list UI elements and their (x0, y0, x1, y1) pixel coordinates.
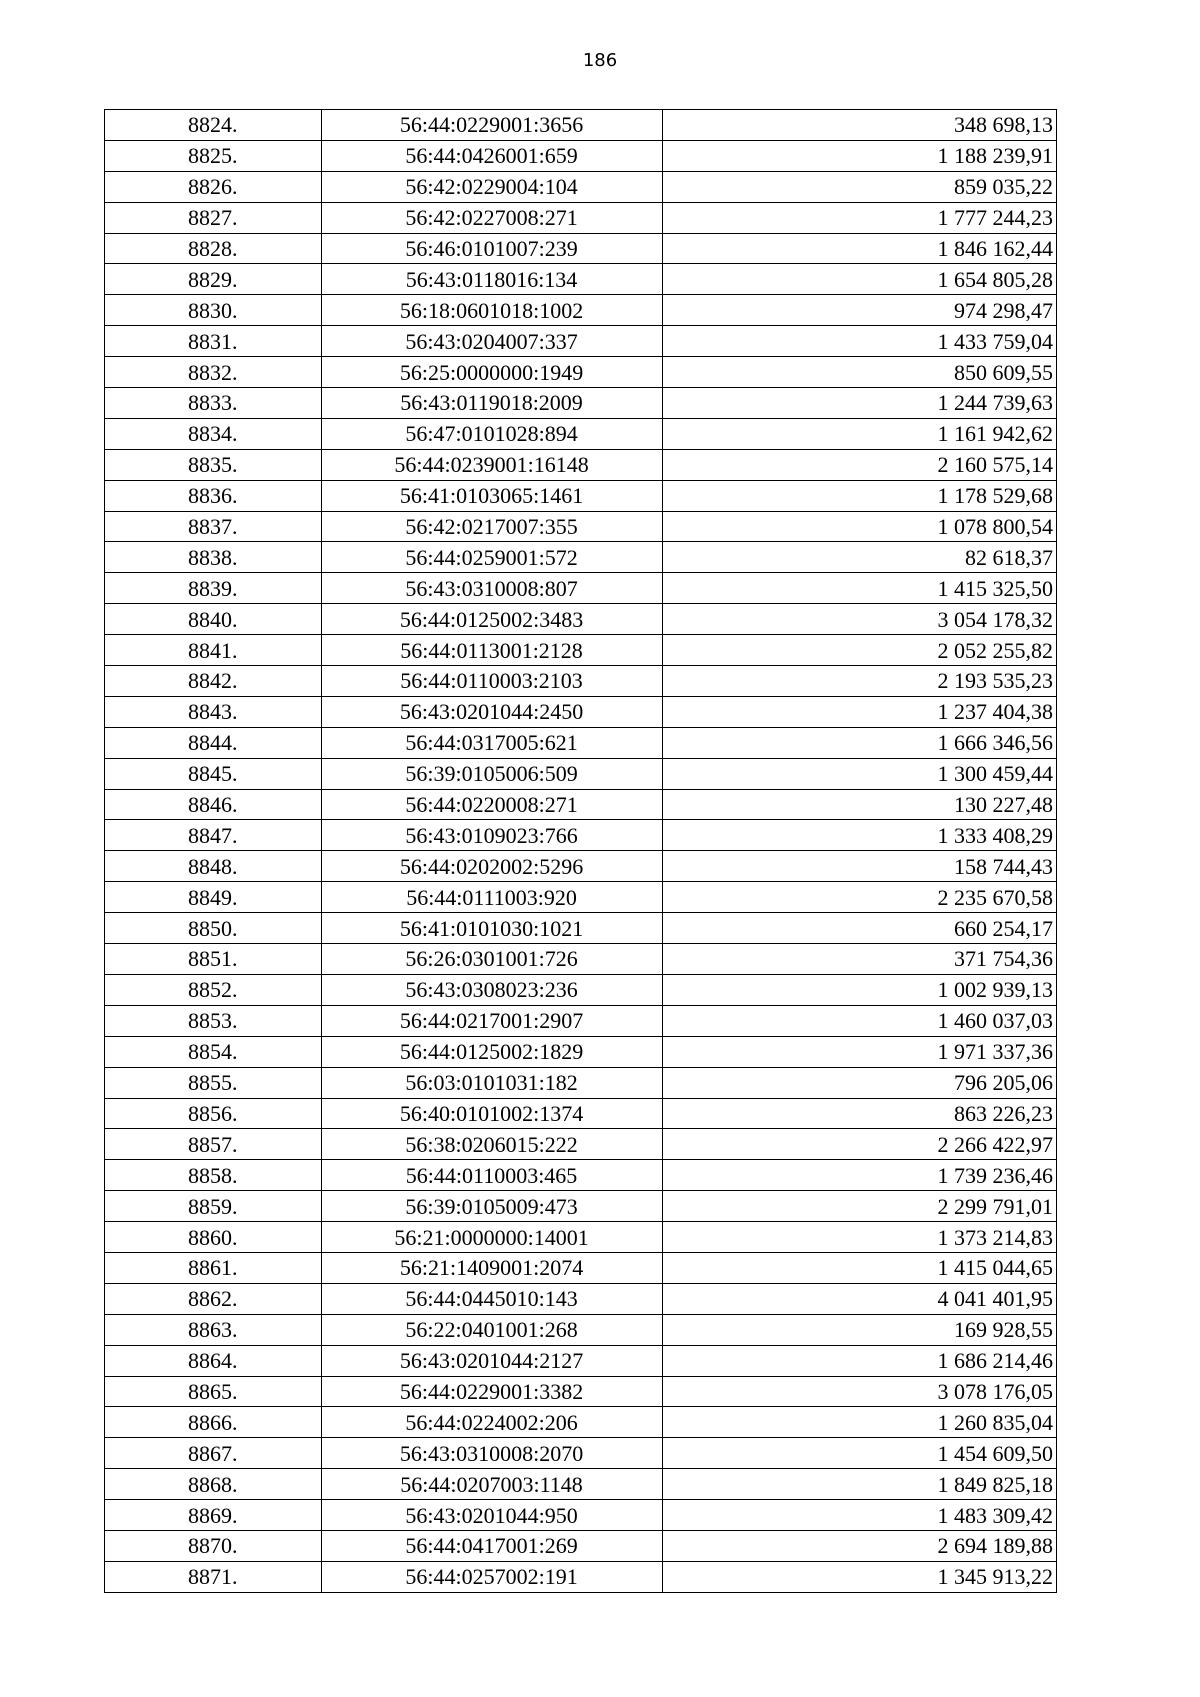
value-cell: 1 654 805,28 (662, 264, 1056, 295)
cadastral-number-cell: 56:03:0101031:182 (321, 1067, 662, 1098)
cadastral-number-cell: 56:44:0125002:3483 (321, 604, 662, 635)
value-cell: 1 345 913,22 (662, 1561, 1056, 1592)
value-cell: 4 041 401,95 (662, 1283, 1056, 1314)
table-row (105, 140, 1057, 171)
value-cell: 1 686 214,46 (662, 1345, 1056, 1376)
table-row (105, 1314, 1057, 1345)
value-cell: 1 460 037,03 (662, 1005, 1056, 1036)
table-row (105, 357, 1057, 388)
value-cell: 850 609,55 (662, 357, 1056, 388)
cadastral-number-cell: 56:40:0101002:1374 (321, 1098, 662, 1129)
cadastral-number-cell: 56:21:0000000:14001 (321, 1222, 662, 1253)
row-number-cell: 8860. (105, 1222, 322, 1253)
table-row (105, 1530, 1057, 1561)
value-cell: 1 454 609,50 (662, 1438, 1056, 1469)
row-number-cell: 8827. (105, 202, 322, 233)
cadastral-number-cell: 56:21:1409001:2074 (321, 1252, 662, 1283)
row-number-cell: 8850. (105, 913, 322, 944)
value-cell: 371 754,36 (662, 944, 1056, 975)
value-cell: 1 483 309,42 (662, 1500, 1056, 1531)
row-number-cell: 8862. (105, 1283, 322, 1314)
row-number-cell: 8839. (105, 573, 322, 604)
row-number-cell: 8846. (105, 789, 322, 820)
row-number-cell: 8826. (105, 171, 322, 202)
row-number-cell: 8868. (105, 1469, 322, 1500)
value-cell: 1 260 835,04 (662, 1407, 1056, 1438)
row-number-cell: 8869. (105, 1500, 322, 1531)
cadastral-number-cell: 56:22:0401001:268 (321, 1314, 662, 1345)
table-row (105, 1561, 1057, 1592)
cadastral-number-cell: 56:43:0118016:134 (321, 264, 662, 295)
row-number-cell: 8833. (105, 388, 322, 419)
row-number-cell: 8845. (105, 758, 322, 789)
cadastral-number-cell: 56:42:0227008:271 (321, 202, 662, 233)
table-row (105, 913, 1057, 944)
cadastral-number-cell: 56:44:0426001:659 (321, 140, 662, 171)
row-number-cell: 8863. (105, 1314, 322, 1345)
table-row (105, 573, 1057, 604)
cadastral-number-cell: 56:43:0310008:807 (321, 573, 662, 604)
value-cell: 1 415 044,65 (662, 1252, 1056, 1283)
cadastral-number-cell: 56:43:0204007:337 (321, 326, 662, 357)
table-row (105, 851, 1057, 882)
cadastral-number-cell: 56:44:0229001:3656 (321, 110, 662, 141)
row-number-cell: 8864. (105, 1345, 322, 1376)
cadastral-number-cell: 56:44:0110003:465 (321, 1160, 662, 1191)
row-number-cell: 8830. (105, 295, 322, 326)
table-row (105, 233, 1057, 264)
row-number-cell: 8871. (105, 1561, 322, 1592)
table-row (105, 758, 1057, 789)
cadastral-number-cell: 56:44:0125002:1829 (321, 1036, 662, 1067)
table-row (105, 882, 1057, 913)
row-number-cell: 8847. (105, 820, 322, 851)
table-row (105, 388, 1057, 419)
cadastral-number-cell: 56:44:0239001:16148 (321, 449, 662, 480)
table-row (105, 449, 1057, 480)
row-number-cell: 8859. (105, 1191, 322, 1222)
table-row (105, 171, 1057, 202)
cadastral-number-cell: 56:41:0101030:1021 (321, 913, 662, 944)
table-row (105, 1129, 1057, 1160)
row-number-cell: 8825. (105, 140, 322, 171)
value-cell: 1 739 236,46 (662, 1160, 1056, 1191)
table-row (105, 1067, 1057, 1098)
row-number-cell: 8855. (105, 1067, 322, 1098)
cadastral-number-cell: 56:39:0105009:473 (321, 1191, 662, 1222)
table-row (105, 1252, 1057, 1283)
row-number-cell: 8857. (105, 1129, 322, 1160)
cadastral-number-cell: 56:43:0201044:950 (321, 1500, 662, 1531)
row-number-cell: 8837. (105, 511, 322, 542)
row-number-cell: 8840. (105, 604, 322, 635)
row-number-cell: 8829. (105, 264, 322, 295)
table-row (105, 1376, 1057, 1407)
row-number-cell: 8861. (105, 1252, 322, 1283)
value-cell: 1 161 942,62 (662, 418, 1056, 449)
table-row (105, 264, 1057, 295)
value-cell: 1 188 239,91 (662, 140, 1056, 171)
cadastral-number-cell: 56:26:0301001:726 (321, 944, 662, 975)
value-cell: 974 298,47 (662, 295, 1056, 326)
value-cell: 796 205,06 (662, 1067, 1056, 1098)
value-cell: 169 928,55 (662, 1314, 1056, 1345)
cadastral-number-cell: 56:41:0103065:1461 (321, 480, 662, 511)
value-cell: 1 777 244,23 (662, 202, 1056, 233)
table-row (105, 1469, 1057, 1500)
table-row (105, 511, 1057, 542)
value-cell: 2 266 422,97 (662, 1129, 1056, 1160)
value-cell: 1 433 759,04 (662, 326, 1056, 357)
table-row (105, 974, 1057, 1005)
value-cell: 1 333 408,29 (662, 820, 1056, 851)
value-cell: 2 299 791,01 (662, 1191, 1056, 1222)
cadastral-number-cell: 56:42:0229004:104 (321, 171, 662, 202)
cadastral-number-cell: 56:44:0220008:271 (321, 789, 662, 820)
row-number-cell: 8842. (105, 666, 322, 697)
value-cell: 1 178 529,68 (662, 480, 1056, 511)
row-number-cell: 8865. (105, 1376, 322, 1407)
row-number-cell: 8824. (105, 110, 322, 141)
value-cell: 1 373 214,83 (662, 1222, 1056, 1253)
value-cell: 1 002 939,13 (662, 974, 1056, 1005)
cadastral-number-cell: 56:42:0217007:355 (321, 511, 662, 542)
cadastral-number-cell: 56:44:0257002:191 (321, 1561, 662, 1592)
table-row (105, 418, 1057, 449)
cadastral-number-cell: 56:44:0259001:572 (321, 542, 662, 573)
cadastral-number-cell: 56:18:0601018:1002 (321, 295, 662, 326)
value-cell: 2 694 189,88 (662, 1530, 1056, 1561)
value-cell: 863 226,23 (662, 1098, 1056, 1129)
row-number-cell: 8843. (105, 696, 322, 727)
cadastral-number-cell: 56:46:0101007:239 (321, 233, 662, 264)
table-row (105, 1191, 1057, 1222)
table-row (105, 944, 1057, 975)
table-row (105, 1222, 1057, 1253)
table-row (105, 295, 1057, 326)
data-table (104, 109, 1057, 1593)
value-cell: 130 227,48 (662, 789, 1056, 820)
row-number-cell: 8867. (105, 1438, 322, 1469)
value-cell: 3 054 178,32 (662, 604, 1056, 635)
row-number-cell: 8851. (105, 944, 322, 975)
value-cell: 2 052 255,82 (662, 635, 1056, 666)
table-row (105, 1098, 1057, 1129)
cadastral-number-cell: 56:44:0202002:5296 (321, 851, 662, 882)
table-row (105, 635, 1057, 666)
cadastral-number-cell: 56:43:0119018:2009 (321, 388, 662, 419)
value-cell: 1 300 459,44 (662, 758, 1056, 789)
row-number-cell: 8852. (105, 974, 322, 1005)
cadastral-number-cell: 56:44:0445010:143 (321, 1283, 662, 1314)
value-cell: 1 415 325,50 (662, 573, 1056, 604)
cadastral-number-cell: 56:39:0105006:509 (321, 758, 662, 789)
table-row (105, 1036, 1057, 1067)
value-cell: 1 971 337,36 (662, 1036, 1056, 1067)
cadastral-number-cell: 56:44:0224002:206 (321, 1407, 662, 1438)
cadastral-number-cell: 56:44:0113001:2128 (321, 635, 662, 666)
row-number-cell: 8836. (105, 480, 322, 511)
row-number-cell: 8844. (105, 727, 322, 758)
table-row (105, 727, 1057, 758)
cadastral-number-cell: 56:43:0308023:236 (321, 974, 662, 1005)
cadastral-number-cell: 56:25:0000000:1949 (321, 357, 662, 388)
page-number: 186 (582, 50, 618, 71)
value-cell: 2 235 670,58 (662, 882, 1056, 913)
cadastral-number-cell: 56:44:0110003:2103 (321, 666, 662, 697)
row-number-cell: 8870. (105, 1530, 322, 1561)
table-row (105, 696, 1057, 727)
row-number-cell: 8849. (105, 882, 322, 913)
value-cell: 1 846 162,44 (662, 233, 1056, 264)
table-row (105, 1407, 1057, 1438)
value-cell: 1 666 346,56 (662, 727, 1056, 758)
value-cell: 2 160 575,14 (662, 449, 1056, 480)
cadastral-number-cell: 56:44:0207003:1148 (321, 1469, 662, 1500)
cadastral-number-cell: 56:44:0217001:2907 (321, 1005, 662, 1036)
table-row (105, 1500, 1057, 1531)
cadastral-number-cell: 56:43:0310008:2070 (321, 1438, 662, 1469)
row-number-cell: 8848. (105, 851, 322, 882)
table-row (105, 789, 1057, 820)
table-row (105, 202, 1057, 233)
table-row (105, 1005, 1057, 1036)
row-number-cell: 8831. (105, 326, 322, 357)
value-cell: 660 254,17 (662, 913, 1056, 944)
table-row (105, 604, 1057, 635)
value-cell: 3 078 176,05 (662, 1376, 1056, 1407)
row-number-cell: 8832. (105, 357, 322, 388)
row-number-cell: 8841. (105, 635, 322, 666)
table-row (105, 1283, 1057, 1314)
cadastral-number-cell: 56:43:0201044:2127 (321, 1345, 662, 1376)
value-cell: 1 078 800,54 (662, 511, 1056, 542)
table-row (105, 110, 1057, 141)
table-row (105, 820, 1057, 851)
cadastral-number-cell: 56:47:0101028:894 (321, 418, 662, 449)
table-row (105, 1438, 1057, 1469)
row-number-cell: 8858. (105, 1160, 322, 1191)
table-row (105, 542, 1057, 573)
cadastral-number-cell: 56:44:0111003:920 (321, 882, 662, 913)
cadastral-number-cell: 56:43:0201044:2450 (321, 696, 662, 727)
table-row (105, 1345, 1057, 1376)
table-row (105, 480, 1057, 511)
table-row (105, 326, 1057, 357)
row-number-cell: 8866. (105, 1407, 322, 1438)
value-cell: 2 193 535,23 (662, 666, 1056, 697)
value-cell: 859 035,22 (662, 171, 1056, 202)
cadastral-number-cell: 56:38:0206015:222 (321, 1129, 662, 1160)
cadastral-number-cell: 56:44:0229001:3382 (321, 1376, 662, 1407)
value-cell: 82 618,37 (662, 542, 1056, 573)
value-cell: 348 698,13 (662, 110, 1056, 141)
table-row (105, 1160, 1057, 1191)
row-number-cell: 8828. (105, 233, 322, 264)
cadastral-number-cell: 56:44:0417001:269 (321, 1530, 662, 1561)
row-number-cell: 8838. (105, 542, 322, 573)
row-number-cell: 8853. (105, 1005, 322, 1036)
row-number-cell: 8854. (105, 1036, 322, 1067)
value-cell: 1 244 739,63 (662, 388, 1056, 419)
row-number-cell: 8834. (105, 418, 322, 449)
row-number-cell: 8835. (105, 449, 322, 480)
value-cell: 1 237 404,38 (662, 696, 1056, 727)
row-number-cell: 8856. (105, 1098, 322, 1129)
cadastral-number-cell: 56:43:0109023:766 (321, 820, 662, 851)
cadastral-number-cell: 56:44:0317005:621 (321, 727, 662, 758)
table-row (105, 666, 1057, 697)
table-body (105, 110, 1057, 1593)
value-cell: 158 744,43 (662, 851, 1056, 882)
value-cell: 1 849 825,18 (662, 1469, 1056, 1500)
